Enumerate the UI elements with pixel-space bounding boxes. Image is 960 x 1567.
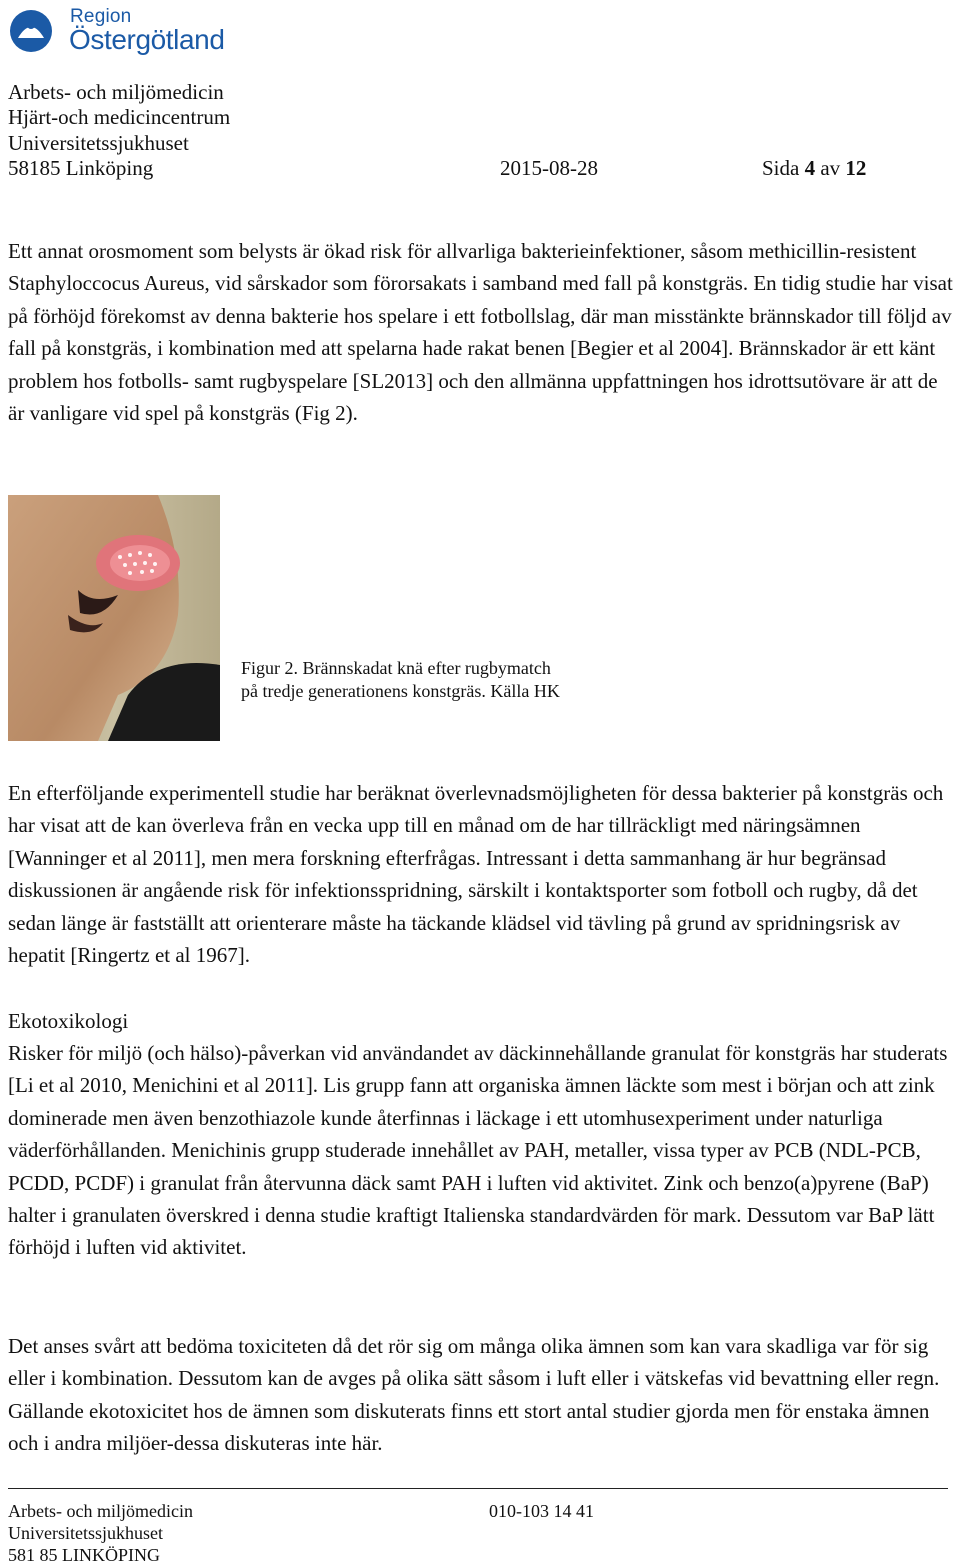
header-date: 2015-08-28: [500, 156, 598, 180]
region-emblem-icon: [8, 8, 54, 54]
body-paragraph-3: Risker för miljö (och hälso)-påverkan vid användandet av däckinnehållande granulat för konstgräs har studerats [Li et al 2010, Menichini et al 2011]. Lis grupp fann att organiska ämnen läckte som mest i början och att zink dominerade men även benzothiazole kunde återfinnas i läckage i ett utomhusexperiment under naturliga väderförhållanden. Menichinis grupp studerade innehållet av PAH, metaller, vissa typer av PCB (NDL-PCB, PCDD, PCDF) i granulat från återvunna däck samt PAH i luften vid aktivitet. Zink och benzo(a)pyrene (BaP) halter i granulaten överskred i denna studie kraftigt Italienska standardvärden för mark. Dessutom var BaP lätt förhöjd i luften vid aktivitet.: [8, 1041, 948, 1260]
region-logo: [8, 6, 225, 56]
figure-photo: [8, 495, 220, 741]
burned-knee-image: [8, 495, 220, 741]
page-label: Sida: [762, 156, 800, 180]
header-address-line-4: 58185 Linköping: [8, 156, 154, 180]
footer-phone: 010-103 14 41: [489, 1501, 594, 1521]
logo-name-text: Östergötland: [69, 24, 225, 55]
header-address-line-1: Arbets- och miljömedicin: [8, 80, 224, 104]
figure-caption: Figur 2. Brännskadat knä efter rugbymatch på tredje generationens konstgräs. Källa HK: [241, 658, 560, 701]
page-number: [762, 155, 866, 181]
page-current: 4: [804, 156, 816, 180]
body-paragraph-4: Det anses svårt att bedöma toxiciteten då det rör sig om många olika ämnen som kan vara skadliga var för sig eller i kombination. Dessutom kan de avges på olika sätt såsom i luft eller i vätskefas vid bevattning eller regn. Gällande ekotoxicitet hos de ämnen som diskuterats finns ett stort antal studier gjorda men för enstaka ämnen och i andra miljöer-dessa diskuteras inte här.: [8, 1334, 940, 1456]
header-address-line-3: Universitetssjukhuset: [8, 131, 189, 155]
footer-line-2: Universitetssjukhuset: [8, 1523, 163, 1543]
footer-line-3: 581 85 LINKÖPING: [8, 1545, 160, 1565]
body-paragraph-1: Ett annat orosmoment som belysts är ökad risk för allvarliga bakterieinfektioner, såsom methicillin-resistent Staphyloccocus Aureus, vid sårskador som förorsakats i samband med fall på konstgräs. En tidig studie har visat på förhöjd förekomst av denna bakterie hos spelare i ett fotbollslag, där man misstänkte brännskador till följd av fall på konstgräs, i kombination med att spelarna hade rakat benen [Begier et al 2004]. Brännskador är ett känt problem hos fotbolls- samt rugbyspelare [SL2013] och den allmänna uppfattningen hos idrottsutövare är att de är vanligare vid spel på konstgräs (Fig 2).: [8, 239, 953, 426]
footer-divider: [8, 1488, 948, 1489]
body-paragraph-2: En efterföljande experimentell studie har beräknat överlevnadsmöjligheten för dessa bakterier på konstgräs och har visat att de kan överleva från en vecka upp till en månad om de har tillräckligt med näringsämnen [Wanninger et al 2011], men mera forskning efterfrågas. Intressant i detta sammanhang är hur begränsad diskussionen är angående risk för infektionsspridning, särskilt i kontaktsporter som fotboll och rugby, då det sedan länge är fastställt att orienterare måste ha täckande klädsel vid tävling på grund av spridningsrisk av hepatit [Ringertz et al 1967].: [8, 781, 944, 968]
section-heading: Ekotoxikologi: [8, 1009, 129, 1033]
page-of: av: [820, 156, 841, 180]
logo-region-text: Region: [70, 6, 132, 27]
page-total: 12: [845, 156, 867, 180]
header-address-line-2: Hjärt-och medicincentrum: [8, 105, 231, 129]
footer-line-1: Arbets- och miljömedicin: [8, 1501, 193, 1521]
